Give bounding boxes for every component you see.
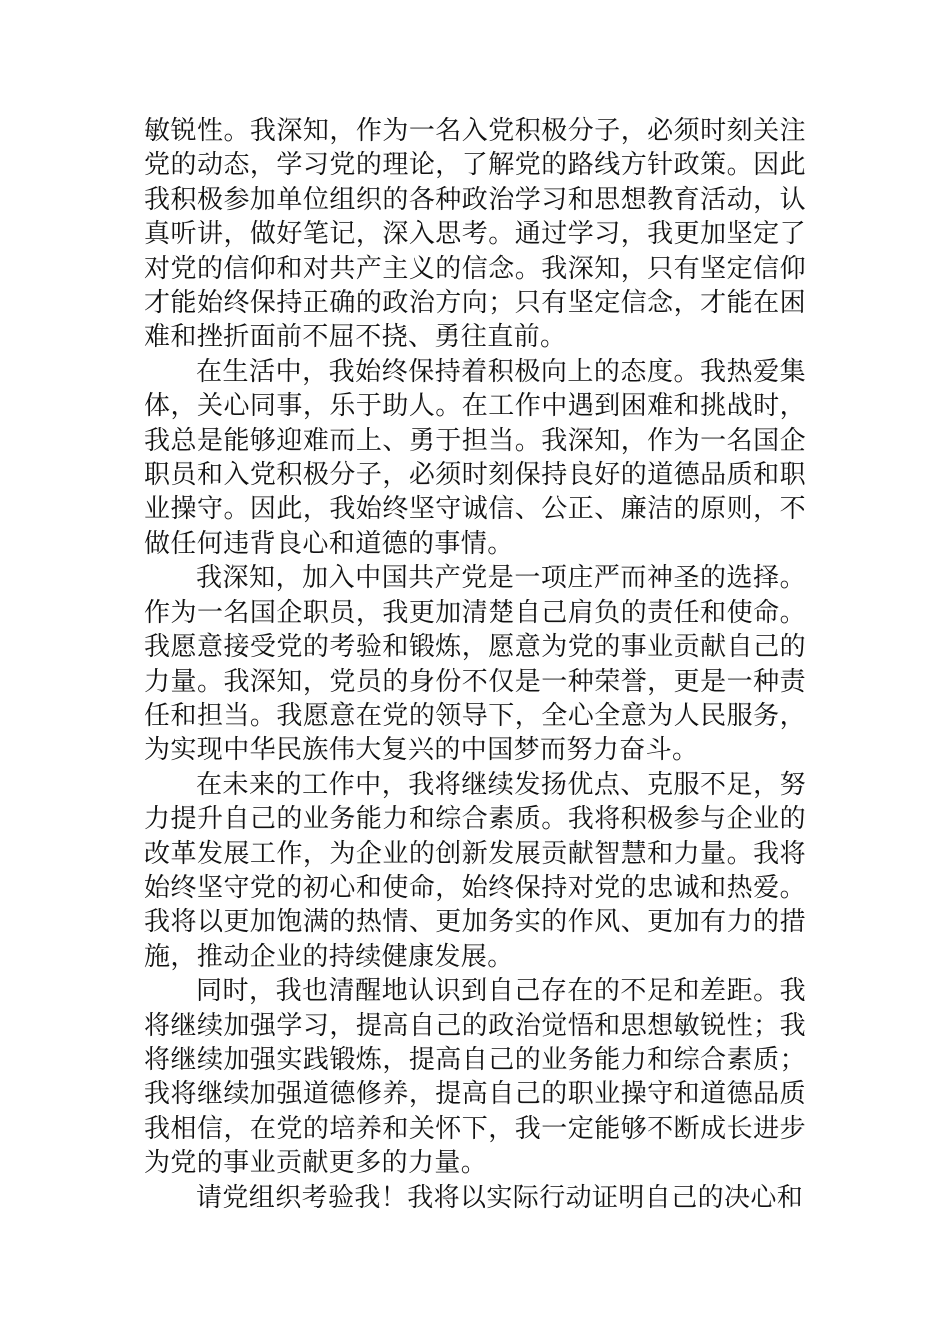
paragraph-6: 请党组织考验我！我将以实际行动证明自己的决心和 [196,1182,804,1213]
paragraph-5: 同时，我也清醒地认识到自己存在的不足和差距。我将继续加强学习，提高自己的政治觉悟和思想敏锐性；我将继续加强实践锻炼，提高自己的业务能力和综合素质；我将继续加强道德修养，提高自己的职业操守和道德品质我相信，在党的培养和关怀下，我一定能够不断成长进步为党的事业贡献更多的力量。 [144,976,806,1179]
paragraph-4: 在未来的工作中，我将继续发扬优点、克服不足，努力提升自己的业务能力和综合素质。我将积极参与企业的改革发展工作，为企业的创新发展贡献智慧和力量。我将始终坚守党的初心和使命，始终保持对党的忠诚和热爱。我将以更加饱满的热情、更加务实的作风、更加有力的措施，推动企业的持续健康发展。 [144,769,806,972]
document-body [144,114,806,1215]
paragraph-1: 敏锐性。我深知，作为一名入党积极分子，必须时刻关注党的动态，学习党的理论，了解党的路线方针政策。因此我积极参加单位组织的各种政治学习和思想教育活动，认真听讲，做好笔记，深入思考。通过学习，我更加坚定了对党的信仰和对共产主义的信念。我深知，只有坚定信仰才能始终保持正确的政治方向；只有坚定信念，才能在困难和挫折面前不屈不挠、勇往直前。 [144,116,806,353]
paragraph-2: 在生活中，我始终保持着积极向上的态度。我热爱集体，关心同事，乐于助人。在工作中遇到困难和挑战时，我总是能够迎难而上、勇于担当。我深知，作为一名国企职员和入党积极分子，必须时刻保持良好的道德品质和职业操守。因此，我始终坚守诚信、公正、廉洁的原则，不做任何违背良心和道德的事情。 [144,356,806,559]
paragraph-3: 我深知，加入中国共产党是一项庄严而神圣的选择。作为一名国企职员，我更加清楚自己肩负的责任和使命。我愿意接受党的考验和锻炼，愿意为党的事业贡献自己的力量。我深知，党员的身份不仅是一种荣誉，更是一种责任和担当。我愿意在党的领导下，全心全意为人民服务，为实现中华民族伟大复兴的中国梦而努力奋斗。 [144,563,806,766]
